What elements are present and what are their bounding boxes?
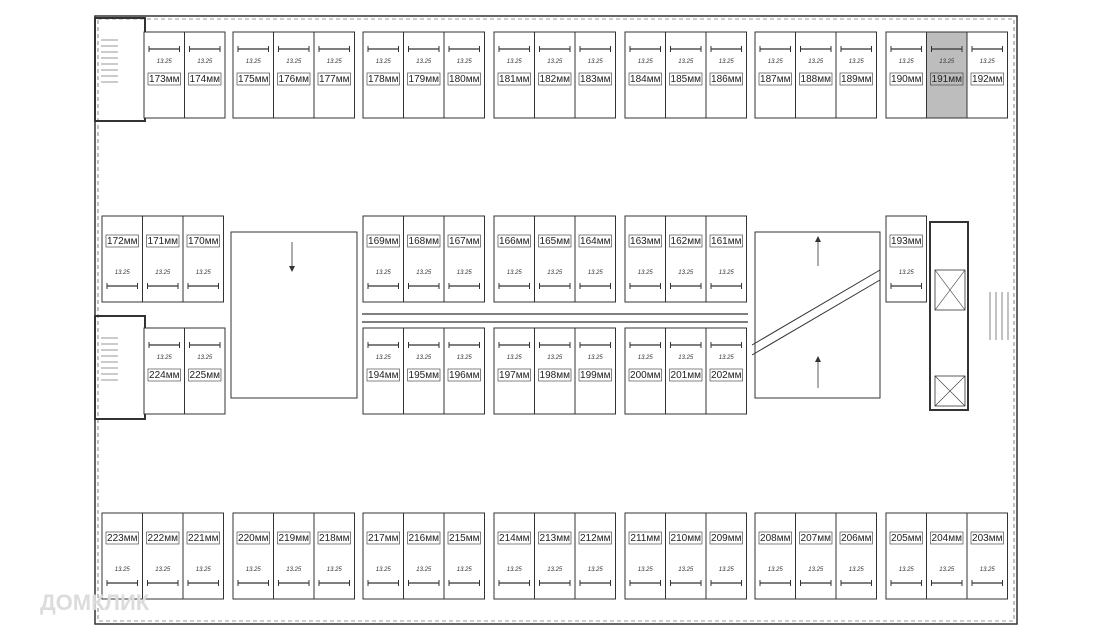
watermark: ДОМКЛИК (40, 590, 150, 615)
parking-space[interactable] (183, 513, 224, 599)
space-number-label: 187мм (760, 74, 791, 85)
space-number-label: 224мм (149, 370, 180, 381)
parking-space[interactable] (535, 32, 576, 118)
area-label: 13.25 (416, 355, 432, 361)
area-label: 13.25 (416, 567, 432, 573)
area-label: 13.25 (678, 567, 694, 573)
parking-space[interactable] (314, 32, 355, 118)
space-number-label: 215мм (449, 533, 480, 544)
area-label: 13.25 (979, 567, 995, 573)
parking-space[interactable] (494, 513, 535, 599)
parking-space-outline (143, 216, 184, 302)
space-number-label: 183мм (580, 74, 611, 85)
parking-space-outline (967, 513, 1008, 599)
area-label: 13.25 (326, 59, 342, 65)
parking-space[interactable] (102, 216, 143, 302)
parking-space[interactable] (575, 32, 616, 118)
space-number-label: 213мм (539, 533, 570, 544)
area-label: 13.25 (286, 567, 302, 573)
space-number-label: 189мм (841, 74, 872, 85)
area-label: 13.25 (245, 567, 261, 573)
parking-space[interactable] (666, 328, 707, 414)
area-label: 13.25 (808, 59, 824, 65)
space-number-label: 164мм (580, 236, 611, 247)
area-label: 13.25 (547, 59, 563, 65)
parking-space[interactable] (535, 216, 576, 302)
space-number-label: 223мм (107, 533, 138, 544)
parking-space-outline (274, 513, 315, 599)
space-number-label: 171мм (147, 236, 178, 247)
parking-space[interactable] (233, 32, 274, 118)
parking-space[interactable] (666, 216, 707, 302)
space-number-label: 179мм (408, 74, 439, 85)
parking-space-outline (666, 216, 707, 302)
parking-space-outline (625, 216, 666, 302)
parking-space[interactable] (706, 32, 747, 118)
space-number-label: 180мм (449, 74, 480, 85)
parking-space[interactable] (575, 513, 616, 599)
parking-space[interactable] (625, 32, 666, 118)
space-number-label: 204мм (931, 533, 962, 544)
parking-space-outline (444, 513, 485, 599)
space-number-label: 178мм (368, 74, 399, 85)
space-number-label: 192мм (972, 74, 1003, 85)
space-number-label: 200мм (630, 370, 661, 381)
parking-space[interactable] (274, 513, 315, 599)
space-number-label: 199мм (580, 370, 611, 381)
area-label: 13.25 (456, 355, 472, 361)
space-number-label: 209мм (711, 533, 742, 544)
area-label: 13.25 (286, 59, 302, 65)
parking-space[interactable] (625, 328, 666, 414)
area-label: 13.25 (195, 567, 211, 573)
parking-space[interactable] (143, 513, 184, 599)
parking-space[interactable] (535, 513, 576, 599)
space-number-label: 170мм (188, 236, 219, 247)
parking-space-outline (836, 513, 877, 599)
area-label: 13.25 (898, 59, 914, 65)
parking-space-outline (102, 216, 143, 302)
area-label: 13.25 (939, 59, 955, 65)
space-number-label: 186мм (711, 74, 742, 85)
parking-space[interactable] (706, 216, 747, 302)
area-label: 13.25 (718, 355, 734, 361)
parking-space-outline (886, 216, 927, 302)
area-label: 13.25 (197, 59, 213, 65)
area-label: 13.25 (155, 567, 171, 573)
area-label: 13.25 (156, 355, 172, 361)
parking-space[interactable] (183, 216, 224, 302)
parking-space-outline (102, 513, 143, 599)
space-number-label: 201мм (670, 370, 701, 381)
area-label: 13.25 (587, 59, 603, 65)
parking-space-outline (535, 513, 576, 599)
parking-space-outline (444, 216, 485, 302)
space-number-label: 190мм (891, 74, 922, 85)
space-number-label: 162мм (670, 236, 701, 247)
area-label: 13.25 (808, 567, 824, 573)
parking-space[interactable] (185, 328, 226, 414)
area-label: 13.25 (416, 59, 432, 65)
area-label: 13.25 (678, 355, 694, 361)
area-label: 13.25 (506, 355, 522, 361)
area-label: 13.25 (718, 270, 734, 276)
area-label: 13.25 (637, 567, 653, 573)
parking-space[interactable] (102, 513, 143, 599)
area-label: 13.25 (678, 270, 694, 276)
area-label: 13.25 (195, 270, 211, 276)
space-number-label: 222мм (147, 533, 178, 544)
parking-space[interactable] (444, 328, 485, 414)
parking-space[interactable] (755, 513, 796, 599)
space-number-label: 174мм (189, 74, 220, 85)
parking-space[interactable] (927, 32, 968, 118)
area-label: 13.25 (197, 355, 213, 361)
parking-space-outline (625, 513, 666, 599)
parking-space-outline (143, 513, 184, 599)
parking-space[interactable] (233, 513, 274, 599)
parking-space-outline (886, 513, 927, 599)
space-number-label: 214мм (499, 533, 530, 544)
parking-space[interactable] (535, 328, 576, 414)
space-number-label: 220мм (238, 533, 269, 544)
parking-space[interactable] (836, 513, 877, 599)
area-label: 13.25 (456, 567, 472, 573)
space-number-label: 182мм (539, 74, 570, 85)
parking-space[interactable] (666, 32, 707, 118)
parking-space[interactable] (836, 32, 877, 118)
area-label: 13.25 (506, 567, 522, 573)
space-number-label: 196мм (449, 370, 480, 381)
area-label: 13.25 (898, 270, 914, 276)
parking-space[interactable] (494, 328, 535, 414)
space-number-label: 205мм (891, 533, 922, 544)
parking-space-outline (706, 216, 747, 302)
space-number-label: 206мм (841, 533, 872, 544)
area-label: 13.25 (898, 567, 914, 573)
area-label: 13.25 (767, 59, 783, 65)
parking-space-outline (183, 216, 224, 302)
area-label: 13.25 (637, 270, 653, 276)
space-number-label: 197мм (499, 370, 530, 381)
parking-space[interactable] (967, 32, 1008, 118)
space-number-label: 163мм (630, 236, 661, 247)
parking-space[interactable] (363, 328, 404, 414)
area-label: 13.25 (718, 59, 734, 65)
area-label: 13.25 (547, 355, 563, 361)
space-number-label: 217мм (368, 533, 399, 544)
parking-space[interactable] (706, 513, 747, 599)
parking-space[interactable] (404, 513, 445, 599)
area-label: 13.25 (587, 270, 603, 276)
space-number-label: 207мм (800, 533, 831, 544)
parking-space[interactable] (444, 32, 485, 118)
space-number-label: 169мм (368, 236, 399, 247)
space-number-label: 198мм (539, 370, 570, 381)
space-number-label: 167мм (449, 236, 480, 247)
area-label: 13.25 (156, 59, 172, 65)
parking-space[interactable] (796, 32, 837, 118)
space-number-label: 184мм (630, 74, 661, 85)
parking-space-outline (233, 513, 274, 599)
space-number-label: 185мм (670, 74, 701, 85)
area-label: 13.25 (375, 59, 391, 65)
area-label: 13.25 (114, 270, 130, 276)
parking-space[interactable] (625, 216, 666, 302)
area-label: 13.25 (416, 270, 432, 276)
space-number-label: 202мм (711, 370, 742, 381)
area-label: 13.25 (848, 567, 864, 573)
parking-space-outline (755, 513, 796, 599)
space-number-label: 172мм (107, 236, 138, 247)
area-label: 13.25 (245, 59, 261, 65)
parking-space[interactable] (363, 513, 404, 599)
parking-space[interactable] (755, 32, 796, 118)
space-number-label: 181мм (499, 74, 530, 85)
parking-space-outline (404, 513, 445, 599)
area-label: 13.25 (587, 355, 603, 361)
parking-space[interactable] (444, 513, 485, 599)
parking-space[interactable] (144, 32, 185, 118)
area-label: 13.25 (637, 59, 653, 65)
area-label: 13.25 (848, 59, 864, 65)
space-number-label: 194мм (368, 370, 399, 381)
area-label: 13.25 (547, 567, 563, 573)
area-label: 13.25 (375, 567, 391, 573)
parking-space-outline (575, 513, 616, 599)
parking-space[interactable] (666, 513, 707, 599)
space-number-label: 168мм (408, 236, 439, 247)
parking-space[interactable] (575, 328, 616, 414)
space-number-label: 225мм (189, 370, 220, 381)
parking-space[interactable] (404, 328, 445, 414)
space-number-label: 165мм (539, 236, 570, 247)
space-number-label: 216мм (408, 533, 439, 544)
parking-space[interactable] (927, 513, 968, 599)
parking-space-outline (183, 513, 224, 599)
area-label: 13.25 (547, 270, 563, 276)
parking-space-outline (796, 513, 837, 599)
parking-space[interactable] (274, 32, 315, 118)
space-number-label: 210мм (670, 533, 701, 544)
area-label: 13.25 (456, 270, 472, 276)
area-label: 13.25 (939, 567, 955, 573)
parking-space-outline (494, 513, 535, 599)
parking-space-outline (535, 216, 576, 302)
area-label: 13.25 (326, 567, 342, 573)
area-label: 13.25 (375, 355, 391, 361)
parking-space-outline (363, 513, 404, 599)
area-label: 13.25 (155, 270, 171, 276)
parking-space[interactable] (404, 32, 445, 118)
area-label: 13.25 (587, 567, 603, 573)
space-number-label: 177мм (319, 74, 350, 85)
space-number-label: 221мм (188, 533, 219, 544)
parking-space-outline (666, 513, 707, 599)
space-number-label: 208мм (760, 533, 791, 544)
parking-space[interactable] (404, 216, 445, 302)
space-number-label: 203мм (972, 533, 1003, 544)
space-number-label: 212мм (580, 533, 611, 544)
parking-space-outline (404, 216, 445, 302)
parking-space[interactable] (363, 32, 404, 118)
parking-space[interactable] (886, 513, 927, 599)
area-label: 13.25 (979, 59, 995, 65)
parking-space[interactable] (494, 216, 535, 302)
parking-space[interactable] (144, 328, 185, 414)
parking-space[interactable] (796, 513, 837, 599)
area-label: 13.25 (114, 567, 130, 573)
parking-space[interactable] (494, 32, 535, 118)
space-number-label: 211мм (630, 533, 661, 544)
parking-space-outline (363, 216, 404, 302)
parking-space[interactable] (886, 216, 927, 302)
parking-space[interactable] (886, 32, 927, 118)
parking-space[interactable] (314, 513, 355, 599)
area-label: 13.25 (506, 270, 522, 276)
parking-space-outline (314, 513, 355, 599)
area-label: 13.25 (456, 59, 472, 65)
parking-space[interactable] (625, 513, 666, 599)
parking-space[interactable] (967, 513, 1008, 599)
parking-space[interactable] (185, 32, 226, 118)
space-number-label: 218мм (319, 533, 350, 544)
area-label: 13.25 (767, 567, 783, 573)
space-number-label: 219мм (278, 533, 309, 544)
space-number-label: 176мм (278, 74, 309, 85)
space-number-label: 191мм (931, 74, 962, 85)
space-number-label: 161мм (711, 236, 742, 247)
parking-spaces-layer (102, 32, 1008, 599)
parking-space-outline (494, 216, 535, 302)
area-label: 13.25 (718, 567, 734, 573)
parking-space-outline (927, 513, 968, 599)
space-number-label: 195мм (408, 370, 439, 381)
parking-space[interactable] (706, 328, 747, 414)
area-label: 13.25 (678, 59, 694, 65)
area-label: 13.25 (375, 270, 391, 276)
space-number-label: 193мм (891, 236, 922, 247)
parking-space-outline (575, 216, 616, 302)
area-label: 13.25 (506, 59, 522, 65)
space-number-label: 188мм (800, 74, 831, 85)
space-number-label: 166мм (499, 236, 530, 247)
area-label: 13.25 (637, 355, 653, 361)
parking-space[interactable] (363, 216, 404, 302)
parking-space[interactable] (444, 216, 485, 302)
space-number-label: 173мм (149, 74, 180, 85)
parking-space-outline (706, 513, 747, 599)
parking-space[interactable] (575, 216, 616, 302)
space-number-label: 175мм (238, 74, 269, 85)
parking-space[interactable] (143, 216, 184, 302)
